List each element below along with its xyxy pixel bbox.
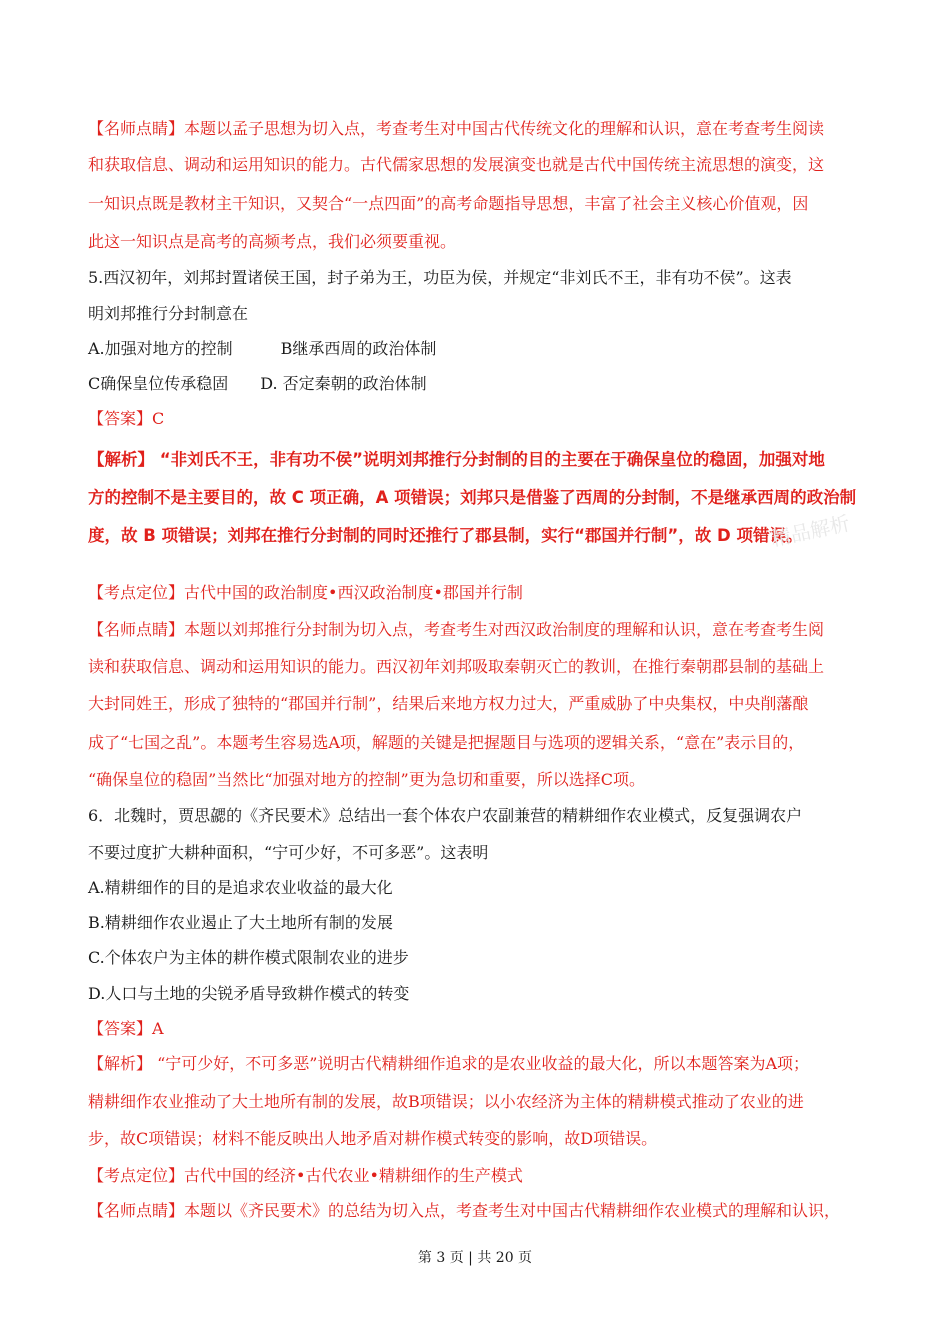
question-5-option-row: A.加强对地方的控制 B继承西周的政治体制 — [88, 339, 437, 358]
question-5-option-row: C确保皇位传承稳固 D. 否定秦朝的政治体制 — [88, 374, 427, 393]
question-6-stem: 不要过度扩大耕种面积，“宁可少好，不可多恶”。这表明 — [88, 843, 489, 862]
question-5-mingshi: 读和获取信息、调动和运用知识的能力。西汉初年刘邦吸取秦朝灭亡的教训，在推行秦朝郡县制的基础上 — [88, 657, 825, 676]
question-5-analysis: 度，故 B 项错误；刘邦在推行分封制的同时还推行了郡县制，实行“郡国并行制”，故 D 项错误。 — [88, 526, 803, 545]
question-5-mingshi: 【名师点睛】本题以刘邦推行分封制为切入点，考查考生对西汉政治制度的理解和认识，意在考查考生阅 — [88, 620, 825, 639]
question-5-analysis: 方的控制不是主要目的，故 C 项正确，A 项错误；刘邦只是借鉴了西周的分封制，不是继承西周的政治制 — [88, 488, 857, 507]
question-6-option: B.精耕细作农业遏止了大土地所有制的发展 — [88, 913, 393, 932]
question-6-analysis: 精耕细作农业推动了大土地所有制的发展，故B项错误；以小农经济为主体的精耕模式推动了农业的进 — [88, 1092, 804, 1111]
question-6-stem: 6．北魏时，贾思勰的《齐民要术》总结出一套个体农户农副兼营的精耕细作农业模式，反复强调农户 — [88, 806, 803, 825]
watermark: 精品解析 — [768, 510, 852, 552]
mingshi-line: 和获取信息、调动和运用知识的能力。古代儒家思想的发展演变也就是古代中国传统主流思想的演变，这 — [88, 155, 825, 174]
mingshi-line: 一知识点既是教材主干知识，又契合“一点四面”的高考命题指导思想，丰富了社会主义核心价值观，因 — [88, 194, 809, 213]
question-6-kaodian: 【考点定位】古代中国的经济•古代农业•精耕细作的生产模式 — [88, 1166, 523, 1185]
question-6-answer: 【答案】A — [88, 1019, 164, 1038]
mingshi-line: 【名师点睛】本题以孟子思想为切入点，考查考生对中国古代传统文化的理解和认识，意在考查考生阅读 — [88, 119, 825, 138]
question-6-mingshi: 【名师点睛】本题以《齐民要术》的总结为切入点，考查考生对中国古代精耕细作农业模式的理解和认识， — [88, 1201, 841, 1220]
question-6-option: A.精耕细作的目的是追求农业收益的最大化 — [88, 878, 393, 897]
question-5-stem: 5.西汉初年，刘邦封置诸侯王国，封子弟为王，功臣为侯，并规定“非刘氏不王，非有功不侯”。这表 — [88, 268, 792, 287]
question-5-stem: 明刘邦推行分封制意在 — [88, 304, 249, 323]
question-5-mingshi: 成了“七国之乱”。本题考生容易选A项，解题的关键是把握题目与选项的逻辑关系，“意在”表示目的， — [88, 733, 805, 752]
question-6-analysis: 【解析】 “宁可少好，不可多恶”说明古代精耕细作追求的是农业收益的最大化，所以本题答案为A项； — [88, 1054, 810, 1073]
question-5-analysis: 【解析】 “非刘氏不王，非有功不侯”说明刘邦推行分封制的目的主要在于确保皇位的稳固，加强对地 — [88, 450, 825, 469]
question-5-kaodian: 【考点定位】古代中国的政治制度•西汉政治制度•郡国并行制 — [88, 583, 523, 602]
mingshi-line: 此这一知识点是高考的高频考点，我们必须要重视。 — [88, 232, 457, 251]
page-footer: 第 3 页 | 共 20 页 — [417, 1250, 533, 1266]
question-6-option: D.人口与土地的尖锐矛盾导致耕作模式的转变 — [88, 984, 410, 1003]
question-6-option: C.个体农户为主体的耕作模式限制农业的进步 — [88, 948, 409, 967]
question-5-mingshi: “确保皇位的稳固”当然比“加强对地方的控制”更为急切和重要，所以选择C项。 — [88, 770, 645, 789]
question-5-answer: 【答案】C — [88, 409, 165, 428]
question-6-analysis: 步，故C项错误；材料不能反映出人地矛盾对耕作模式转变的影响，故D项错误。 — [88, 1129, 658, 1148]
question-5-mingshi: 大封同姓王，形成了独特的“郡国并行制”，结果后来地方权力过大，严重威胁了中央集权，中央削藩酿 — [88, 694, 809, 713]
